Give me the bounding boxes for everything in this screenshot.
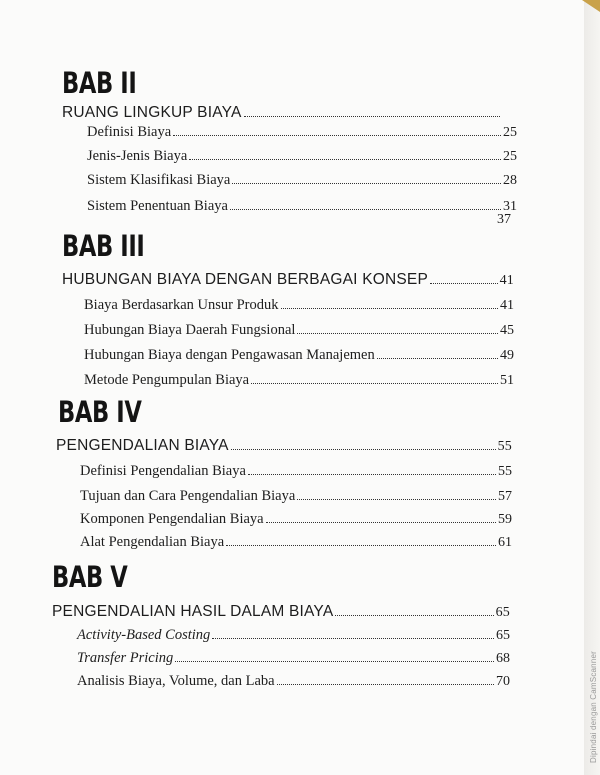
chapter-title-label: PENGENDALIAN HASIL DALAM BIAYA xyxy=(52,603,334,620)
leader-dots xyxy=(335,614,493,616)
toc-entry-label: Jenis-Jenis Biaya xyxy=(87,148,188,164)
toc-entry-label: Biaya Berdasarkan Unsur Produk xyxy=(84,297,279,313)
chapter-heading-bab-iii: BAB III xyxy=(62,229,145,263)
leader-dots xyxy=(281,307,499,309)
toc-entry xyxy=(80,488,512,505)
toc-entry-page: 70 xyxy=(496,674,510,689)
toc-entry xyxy=(77,650,510,667)
toc-entry xyxy=(84,322,514,339)
leader-dots xyxy=(297,332,498,334)
leader-dots xyxy=(232,182,501,184)
toc-entry-page: 25 xyxy=(503,125,517,140)
chapter-title-label: HUBUNGAN BIAYA DENGAN BERBAGAI KONSEP xyxy=(62,271,428,288)
toc-entry-label: Analisis Biaya, Volume, dan Laba xyxy=(77,673,275,689)
toc-entry-label: Definisi Biaya xyxy=(87,124,172,140)
toc-entry-label: Sistem Penentuan Biaya xyxy=(87,198,228,214)
scanner-watermark: Dipindai dengan CamScanner xyxy=(589,651,598,763)
leader-dots xyxy=(230,208,501,210)
toc-entry-page: 59 xyxy=(498,512,512,527)
toc-entry xyxy=(84,372,514,389)
toc-entry xyxy=(84,297,514,314)
toc-entry-label: Hubungan Biaya dengan Pengawasan Manajemen xyxy=(84,347,375,363)
chapter-title-page: 41 xyxy=(499,273,514,288)
leader-dots xyxy=(244,115,500,117)
toc-entry-label: Transfer Pricing xyxy=(77,650,174,666)
chapter-title-label: PENGENDALIAN BIAYA xyxy=(56,437,229,454)
toc-entry-label: Alat Pengendalian Biaya xyxy=(80,534,225,550)
leader-dots xyxy=(189,158,501,160)
toc-entry-label: Komponen Pengendalian Biaya xyxy=(80,511,264,527)
leader-dots xyxy=(226,544,496,546)
chapter-title-bab-iii xyxy=(62,271,514,289)
leader-dots xyxy=(297,498,496,500)
leader-dots xyxy=(430,282,498,284)
toc-entry-label: Activity-Based Costing xyxy=(77,627,211,643)
leader-dots xyxy=(175,660,494,662)
leader-dots xyxy=(377,357,498,359)
toc-entry-page: 25 xyxy=(503,149,517,164)
leader-dots xyxy=(231,448,496,450)
toc-entry-page: 28 xyxy=(503,173,517,188)
toc-entry-label: Hubungan Biaya Daerah Fungsional xyxy=(84,322,296,338)
toc-entry xyxy=(84,347,514,364)
leader-dots xyxy=(173,134,501,136)
chapter-title-bab-iv xyxy=(56,437,512,455)
toc-entry-page: 41 xyxy=(500,298,514,313)
toc-trailing-page-number: 37 xyxy=(497,212,511,227)
toc-entry xyxy=(77,673,510,690)
leader-dots xyxy=(251,382,498,384)
toc-entry xyxy=(87,148,517,165)
chapter-title-page: 65 xyxy=(495,605,510,620)
chapter-title-page: 55 xyxy=(497,439,512,454)
toc-entry-label: Sistem Klasifikasi Biaya xyxy=(87,172,231,188)
toc-entry xyxy=(80,534,512,551)
toc-entry xyxy=(80,511,512,528)
chapter-heading-bab-v: BAB V xyxy=(52,560,128,594)
leader-dots xyxy=(277,683,494,685)
toc-entry xyxy=(77,627,510,644)
toc-entry-page: 61 xyxy=(498,535,512,550)
chapter-heading-bab-iv: BAB IV xyxy=(58,395,142,429)
toc-entry-label: Metode Pengumpulan Biaya xyxy=(84,372,250,388)
chapter-title-bab-ii xyxy=(62,104,502,122)
toc-entry xyxy=(87,124,517,141)
toc-entry-page: 55 xyxy=(498,464,512,479)
toc-entry-page: 31 xyxy=(503,199,517,214)
chapter-heading-bab-ii: BAB II xyxy=(62,66,137,100)
toc-trailing-page xyxy=(497,212,511,228)
toc-entry-page: 65 xyxy=(496,628,510,643)
toc-entry-page: 57 xyxy=(498,489,512,504)
toc-entry-page: 49 xyxy=(500,348,514,363)
chapter-title-bab-v xyxy=(52,603,510,621)
toc-entry-label: Tujuan dan Cara Pengendalian Biaya xyxy=(80,488,296,504)
toc-entry-label: Definisi Pengendalian Biaya xyxy=(80,463,246,479)
chapter-title-label: RUANG LINGKUP BIAYA xyxy=(62,104,242,121)
toc-entry xyxy=(87,172,517,189)
toc-entry xyxy=(87,198,517,215)
leader-dots xyxy=(212,637,494,639)
toc-entry xyxy=(80,463,512,480)
toc-entry-page: 51 xyxy=(500,373,514,388)
toc-entry-page: 45 xyxy=(500,323,514,338)
leader-dots xyxy=(266,521,496,523)
leader-dots xyxy=(248,473,496,475)
toc-entry-page: 68 xyxy=(496,651,510,666)
